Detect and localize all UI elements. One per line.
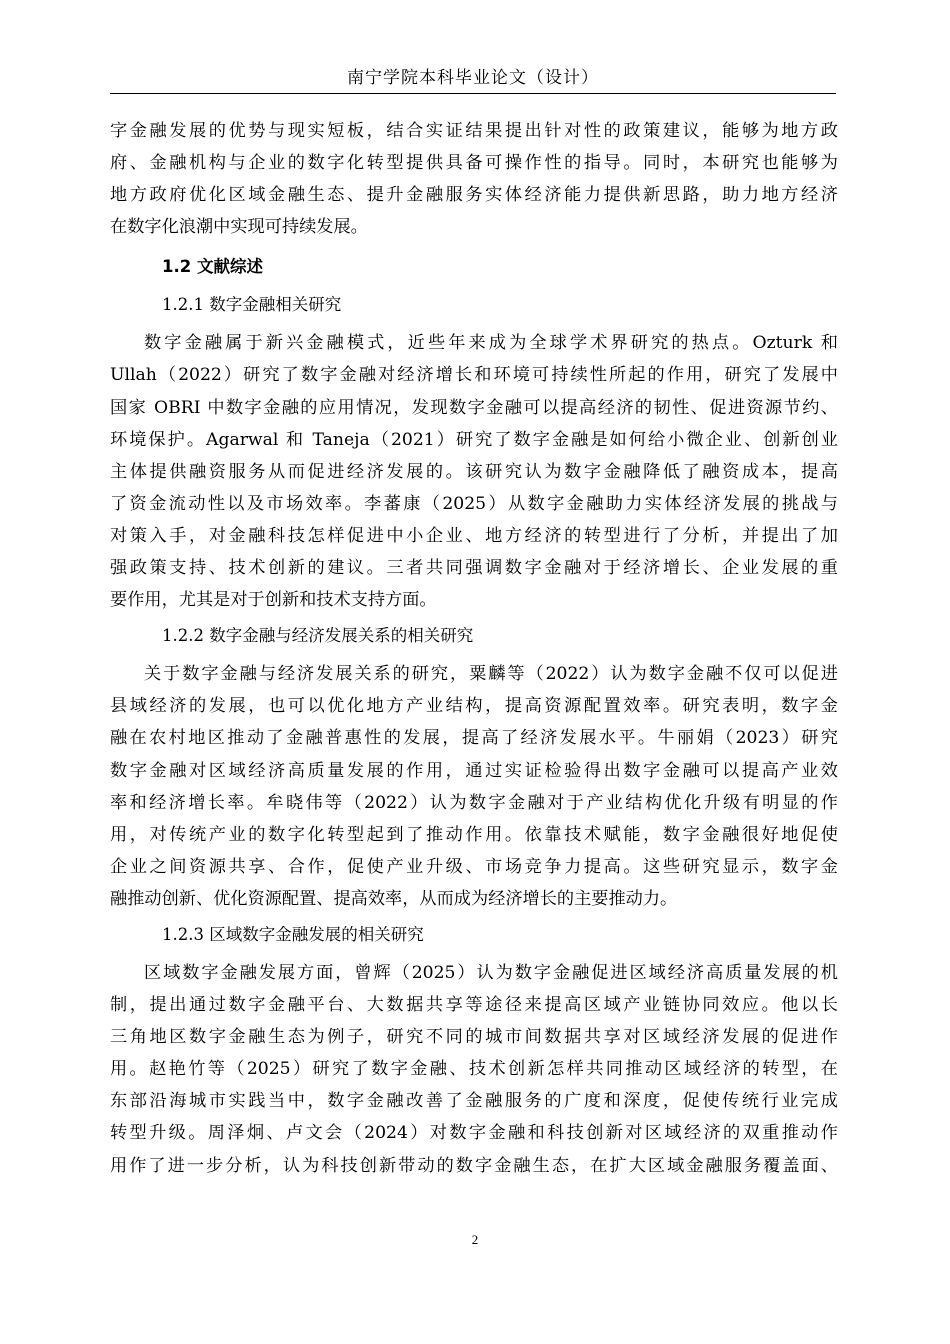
paragraph-1-2-3 [110, 957, 838, 1182]
paragraph-line: 区域数字金融发展方面，曾辉（2025）认为数字金融促进区域经济高质量发展的机 [144, 962, 838, 983]
paragraph-line: 关于数字金融与经济发展关系的研究，粟麟等（2022）认为数字金融不仅可以促进 [144, 664, 838, 685]
paragraph-line: 融推动创新、优化资源配置、提高效率，从而成为经济增长的主要推动力。 [110, 888, 678, 909]
paragraph-line: 国家 OBRI 中数字金融的应用情况，发现数字金融可以提高经济的韧性、促进资源节约、 [110, 397, 838, 418]
subsection-heading-1-2-3: 1.2.3 区域数字金融发展的相关研究 [162, 924, 424, 944]
paragraph-line: 三角地区数字金融生态为例子，研究不同的城市间数据共享对区域经济发展的促进作 [110, 1027, 838, 1048]
paragraph-line: 在数字化浪潮中实现可持续发展。 [110, 217, 368, 238]
paragraph-line: 数字金融属于新兴金融模式，近些年来成为全球学术界研究的热点。Ozturk 和 [144, 333, 838, 354]
paragraph-line: 用。赵艳竹等（2025）研究了数字金融、技术创新怎样共同推动区域经济的转型，在 [110, 1059, 838, 1080]
subsection-heading-1-2-1: 1.2.1 数字金融相关研究 [162, 295, 342, 315]
paragraph-line: 字金融发展的优势与现实短板，结合实证结果提出针对性的政策建议，能够为地方政 [110, 121, 838, 141]
paragraph-line: 率和经济增长率。牟晓伟等（2022）认为数字金融对于产业结构优化升级有明显的作 [110, 792, 838, 813]
paragraph-line: 县域经济的发展，也可以优化地方产业结构，提高资源配置效率。研究表明，数字金 [110, 696, 838, 717]
paragraph-line: 融在农村地区推动了金融普惠性的发展，提高了经济发展水平。牛丽娟（2023）研究 [110, 728, 838, 749]
paragraph-line: 环境保护。Agarwal 和 Taneja（2021）研究了数字金融是如何给小微企业、创新创业 [110, 429, 838, 450]
paragraph-line: 对策入手，对金融科技怎样促进中小企业、地方经济的转型进行了分析，并提出了加 [110, 525, 838, 546]
document-body [110, 115, 838, 1182]
intro-paragraph [110, 115, 838, 243]
paragraph-line: 用作了进一步分析，认为科技创新带动的数字金融生态，在扩大区域金融服务覆盖面、 [110, 1155, 838, 1176]
paragraph-line: 数字金融对区域经济高质量发展的作用，通过实证检验得出数字金融可以提高产业效 [110, 760, 838, 781]
paragraph-line: 企业之间资源共享、合作，促使产业升级、市场竞争力提高。这些研究显示，数字金 [110, 856, 838, 877]
paragraph-line: 转型升级。周泽炯、卢文会（2024）对数字金融和科技创新对区域经济的双重推动作 [110, 1123, 838, 1144]
paragraph-line: 东部沿海城市实践当中，数字金融改善了金融服务的广度和深度，促使传统行业完成 [110, 1091, 838, 1112]
paragraph-line: 了资金流动性以及市场效率。李蕃康（2025）从数字金融助力实体经济发展的挑战与 [110, 493, 838, 514]
paragraph-line: 用，对传统产业的数字化转型起到了推动作用。依靠技术赋能，数字金融很好地促使 [110, 824, 838, 845]
paragraph-line: 主体提供融资服务从而促进经济发展的。该研究认为数字金融降低了融资成本，提高 [110, 461, 838, 482]
paragraph-line: 强政策支持、技术创新的建议。三者共同强调数字金融对于经济增长、企业发展的重 [110, 558, 838, 579]
paragraph-line: 要作用，尤其是对于创新和技术支持方面。 [110, 590, 437, 611]
page-number: 2 [471, 1232, 479, 1247]
paragraph-1-2-2 [110, 658, 838, 915]
paragraph-line: 制，提出通过数字金融平台、大数据共享等途径来提高区域产业链协同效应。他以长 [110, 995, 838, 1016]
paragraph-1-2-1 [110, 327, 838, 616]
paragraph-line: 地方政府优化区域金融生态、提升金融服务实体经济能力提供新思路，助力地方经济 [110, 185, 838, 206]
section-heading-1-2: 1.2 文献综述 [162, 257, 263, 277]
page-header: 南宁学院本科毕业论文（设计） [347, 68, 599, 88]
paragraph-line: 府、金融机构与企业的数字化转型提供具备可操作性的指导。同时，本研究也能够为 [110, 153, 838, 174]
paragraph-line: Ullah（2022）研究了数字金融对经济增长和环境可持续性所起的作用，研究了发展中 [110, 365, 838, 386]
subsection-heading-1-2-2: 1.2.2 数字金融与经济发展关系的相关研究 [162, 626, 474, 646]
header-divider [110, 93, 836, 94]
